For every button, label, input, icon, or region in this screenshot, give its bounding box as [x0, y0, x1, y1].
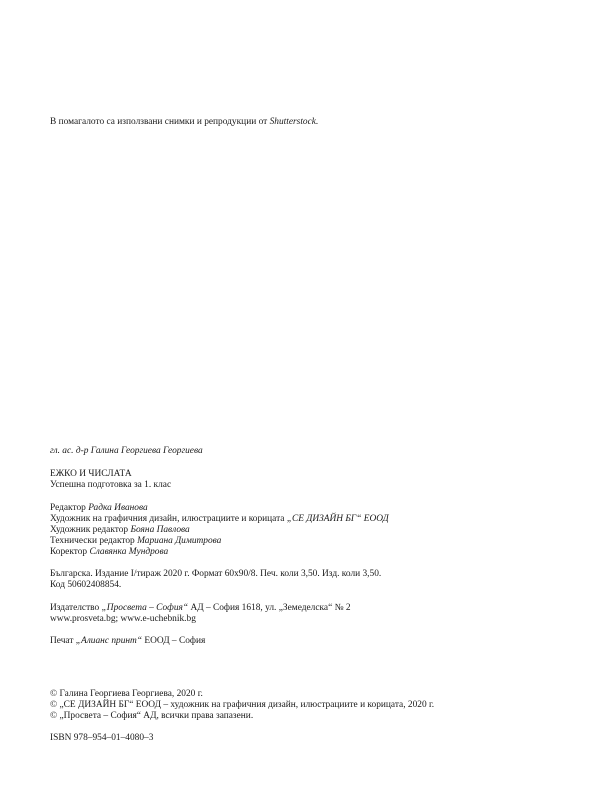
copyright-author: © Галина Георгиева Георгиева, 2020 г. — [50, 689, 203, 699]
credit-role: Художник на графичния дизайн, илюстрациите и корицата — [50, 514, 287, 524]
image-source: Shutterstock. — [269, 117, 319, 127]
book-subtitle: Успешна подготовка за 1. клас — [50, 480, 172, 490]
credit-technical-editor — [50, 536, 221, 547]
credit-name: Радка Иванова — [88, 503, 148, 513]
publisher-prefix: Издателство — [50, 603, 102, 613]
credit-role: Редактор — [50, 503, 89, 513]
credit-designer — [50, 514, 389, 525]
publisher-websites: www.prosveta.bg; www.e-uchebnik.bg — [50, 614, 196, 624]
credit-name: „СЕ ДИЗАЙН БГ“ ЕООД — [286, 514, 389, 524]
publisher-address: АД – София 1618, ул. „Земеделска“ № 2 — [188, 603, 351, 613]
note-text: В помагалото са използвани снимки и репродукции от — [50, 117, 270, 127]
edition-code: Код 50602408854. — [50, 580, 122, 590]
printer-info — [50, 636, 205, 647]
printer-suffix: ЕООД – София — [142, 636, 206, 646]
copyright-publisher: © „Просвета – София“ АД, всички права запазени. — [50, 711, 254, 721]
author-line: гл. ас. д-р Галина Георгиева Георгиева — [50, 446, 203, 456]
publisher-info — [50, 603, 351, 614]
publisher-name: „Просвета – София“ — [101, 603, 189, 613]
credit-art-editor — [50, 525, 190, 536]
edition-info: Българска. Издание I/тираж 2020 г. Формат 60х90/8. Печ. коли 3,50. Изд. коли 3,50. — [50, 569, 382, 579]
copyright-designer: © „СЕ ДИЗАЙН БГ“ ЕООД – художник на графичния дизайн, илюстрациите и корицата, 2020 г. — [50, 700, 435, 710]
credit-role: Коректор — [50, 547, 90, 557]
credit-role: Художник редактор — [50, 525, 131, 535]
image-source-note — [50, 117, 318, 128]
isbn: ISBN 978–954–01–4080–3 — [50, 733, 154, 743]
printer-name: „Алианс принт“ — [75, 636, 143, 646]
book-title: ЕЖКО И ЧИСЛАТА — [50, 469, 132, 479]
credit-role: Технически редактор — [50, 536, 138, 546]
credit-name: Бояна Павлова — [130, 525, 190, 535]
printer-prefix: Печат — [50, 636, 76, 646]
credit-editor — [50, 503, 148, 514]
credit-name: Мариана Димитрова — [137, 536, 222, 546]
credit-name: Славянка Мундрова — [89, 547, 169, 557]
credit-proofreader — [50, 547, 168, 558]
